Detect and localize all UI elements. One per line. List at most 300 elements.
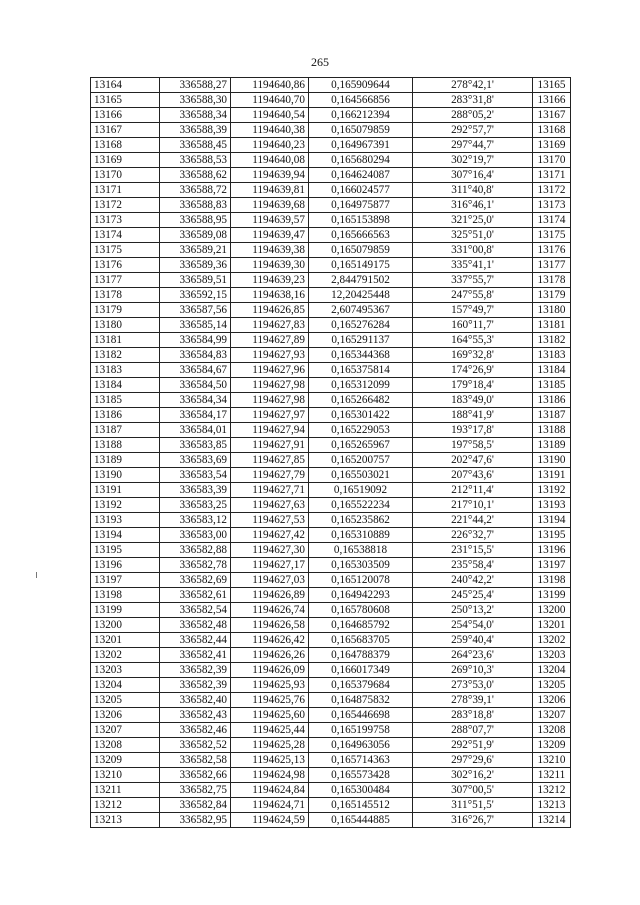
- point-from-cell: 13181: [91, 333, 160, 348]
- point-from-cell: 13204: [91, 678, 160, 693]
- y-coordinate-cell: 1194627,83: [231, 318, 309, 333]
- point-from-cell: 13173: [91, 213, 160, 228]
- point-from-cell: 13213: [91, 813, 160, 828]
- point-to-cell: 13202: [533, 633, 571, 648]
- y-coordinate-cell: 1194639,57: [231, 213, 309, 228]
- distance-cell: 0,164685792: [309, 618, 413, 633]
- point-to-cell: 13177: [533, 258, 571, 273]
- table-body: [91, 78, 571, 828]
- point-from-cell: 13206: [91, 708, 160, 723]
- bearing-cell: 307°00,5': [413, 783, 533, 798]
- x-coordinate-cell: 336582,43: [160, 708, 231, 723]
- y-coordinate-cell: 1194626,74: [231, 603, 309, 618]
- point-from-cell: 13165: [91, 93, 160, 108]
- point-from-cell: 13192: [91, 498, 160, 513]
- point-from-cell: 13202: [91, 648, 160, 663]
- table-row: [91, 78, 571, 93]
- point-from-cell: 13194: [91, 528, 160, 543]
- point-to-cell: 13207: [533, 708, 571, 723]
- point-from-cell: 13180: [91, 318, 160, 333]
- table-row: [91, 228, 571, 243]
- bearing-cell: 283°18,8': [413, 708, 533, 723]
- x-coordinate-cell: 336584,34: [160, 393, 231, 408]
- distance-cell: 0,165301422: [309, 408, 413, 423]
- x-coordinate-cell: 336583,54: [160, 468, 231, 483]
- bearing-cell: 183°49,0': [413, 393, 533, 408]
- bearing-cell: 292°51,9': [413, 738, 533, 753]
- point-from-cell: 13211: [91, 783, 160, 798]
- point-to-cell: 13186: [533, 393, 571, 408]
- x-coordinate-cell: 336583,12: [160, 513, 231, 528]
- point-from-cell: 13208: [91, 738, 160, 753]
- table-row: [91, 753, 571, 768]
- distance-cell: 0,165714363: [309, 753, 413, 768]
- x-coordinate-cell: 336582,58: [160, 753, 231, 768]
- point-to-cell: 13168: [533, 123, 571, 138]
- y-coordinate-cell: 1194627,63: [231, 498, 309, 513]
- x-coordinate-cell: 336589,21: [160, 243, 231, 258]
- distance-cell: 0,165312099: [309, 378, 413, 393]
- y-coordinate-cell: 1194639,38: [231, 243, 309, 258]
- point-from-cell: 13166: [91, 108, 160, 123]
- y-coordinate-cell: 1194640,38: [231, 123, 309, 138]
- table-row: [91, 678, 571, 693]
- y-coordinate-cell: 1194624,59: [231, 813, 309, 828]
- table-row: [91, 723, 571, 738]
- point-to-cell: 13169: [533, 138, 571, 153]
- point-to-cell: 13175: [533, 228, 571, 243]
- y-coordinate-cell: 1194627,71: [231, 483, 309, 498]
- y-coordinate-cell: 1194627,98: [231, 393, 309, 408]
- point-from-cell: 13203: [91, 663, 160, 678]
- point-to-cell: 13172: [533, 183, 571, 198]
- point-from-cell: 13178: [91, 288, 160, 303]
- y-coordinate-cell: 1194627,42: [231, 528, 309, 543]
- y-coordinate-cell: 1194640,54: [231, 108, 309, 123]
- x-coordinate-cell: 336582,88: [160, 543, 231, 558]
- x-coordinate-cell: 336583,39: [160, 483, 231, 498]
- x-coordinate-cell: 336589,08: [160, 228, 231, 243]
- point-to-cell: 13204: [533, 663, 571, 678]
- x-coordinate-cell: 336582,41: [160, 648, 231, 663]
- point-from-cell: 13185: [91, 393, 160, 408]
- distance-cell: 0,164967391: [309, 138, 413, 153]
- x-coordinate-cell: 336583,85: [160, 438, 231, 453]
- bearing-cell: 250°13,2': [413, 603, 533, 618]
- table-row: [91, 243, 571, 258]
- distance-cell: 0,165266482: [309, 393, 413, 408]
- bearing-cell: 254°54,0': [413, 618, 533, 633]
- distance-cell: 0,165145512: [309, 798, 413, 813]
- point-to-cell: 13192: [533, 483, 571, 498]
- y-coordinate-cell: 1194639,94: [231, 168, 309, 183]
- bearing-cell: 174°26,9': [413, 363, 533, 378]
- bearing-cell: 231°15,5': [413, 543, 533, 558]
- x-coordinate-cell: 336588,30: [160, 93, 231, 108]
- bearing-cell: 179°18,4': [413, 378, 533, 393]
- x-coordinate-cell: 336582,84: [160, 798, 231, 813]
- y-coordinate-cell: 1194627,79: [231, 468, 309, 483]
- point-from-cell: 13167: [91, 123, 160, 138]
- point-to-cell: 13205: [533, 678, 571, 693]
- y-coordinate-cell: 1194639,47: [231, 228, 309, 243]
- point-to-cell: 13211: [533, 768, 571, 783]
- table-row: [91, 498, 571, 513]
- table-row: [91, 108, 571, 123]
- x-coordinate-cell: 336582,40: [160, 693, 231, 708]
- point-to-cell: 13191: [533, 468, 571, 483]
- point-to-cell: 13188: [533, 423, 571, 438]
- point-from-cell: 13198: [91, 588, 160, 603]
- x-coordinate-cell: 336582,46: [160, 723, 231, 738]
- bearing-cell: 247°55,8': [413, 288, 533, 303]
- x-coordinate-cell: 336587,56: [160, 303, 231, 318]
- table-row: [91, 123, 571, 138]
- bearing-cell: 316°46,1': [413, 198, 533, 213]
- distance-cell: 0,164624087: [309, 168, 413, 183]
- x-coordinate-cell: 336588,39: [160, 123, 231, 138]
- y-coordinate-cell: 1194627,30: [231, 543, 309, 558]
- point-from-cell: 13176: [91, 258, 160, 273]
- point-from-cell: 13169: [91, 153, 160, 168]
- point-to-cell: 13174: [533, 213, 571, 228]
- point-from-cell: 13174: [91, 228, 160, 243]
- point-from-cell: 13195: [91, 543, 160, 558]
- point-from-cell: 13193: [91, 513, 160, 528]
- table-row: [91, 693, 571, 708]
- point-to-cell: 13185: [533, 378, 571, 393]
- point-to-cell: 13197: [533, 558, 571, 573]
- table-row: [91, 438, 571, 453]
- distance-cell: 0,165079859: [309, 243, 413, 258]
- point-from-cell: 13177: [91, 273, 160, 288]
- bearing-cell: 269°10,3': [413, 663, 533, 678]
- table-row: [91, 273, 571, 288]
- table-row: [91, 363, 571, 378]
- y-coordinate-cell: 1194627,03: [231, 573, 309, 588]
- x-coordinate-cell: 336588,27: [160, 78, 231, 93]
- y-coordinate-cell: 1194640,23: [231, 138, 309, 153]
- y-coordinate-cell: 1194640,86: [231, 78, 309, 93]
- distance-cell: 2,607495367: [309, 303, 413, 318]
- y-coordinate-cell: 1194625,60: [231, 708, 309, 723]
- point-from-cell: 13179: [91, 303, 160, 318]
- table-row: [91, 408, 571, 423]
- distance-cell: 0,166017349: [309, 663, 413, 678]
- point-to-cell: 13208: [533, 723, 571, 738]
- x-coordinate-cell: 336582,48: [160, 618, 231, 633]
- point-from-cell: 13209: [91, 753, 160, 768]
- table-row: [91, 93, 571, 108]
- distance-cell: 0,164566856: [309, 93, 413, 108]
- distance-cell: 0,164975877: [309, 198, 413, 213]
- table-row: [91, 258, 571, 273]
- distance-cell: 0,165303509: [309, 558, 413, 573]
- table-row: [91, 783, 571, 798]
- x-coordinate-cell: 336582,39: [160, 663, 231, 678]
- table-row: [91, 453, 571, 468]
- point-from-cell: 13184: [91, 378, 160, 393]
- distance-cell: 0,165375814: [309, 363, 413, 378]
- table-row: [91, 543, 571, 558]
- x-coordinate-cell: 336583,69: [160, 453, 231, 468]
- distance-cell: 0,165666563: [309, 228, 413, 243]
- bearing-cell: 193°17,8': [413, 423, 533, 438]
- point-from-cell: 13210: [91, 768, 160, 783]
- y-coordinate-cell: 1194626,85: [231, 303, 309, 318]
- table-row: [91, 138, 571, 153]
- distance-cell: 0,165310889: [309, 528, 413, 543]
- table-row: [91, 333, 571, 348]
- distance-cell: 0,165444885: [309, 813, 413, 828]
- y-coordinate-cell: 1194625,28: [231, 738, 309, 753]
- y-coordinate-cell: 1194625,76: [231, 693, 309, 708]
- y-coordinate-cell: 1194626,26: [231, 648, 309, 663]
- distance-cell: 0,164942293: [309, 588, 413, 603]
- x-coordinate-cell: 336588,72: [160, 183, 231, 198]
- point-to-cell: 13184: [533, 363, 571, 378]
- distance-cell: 0,165291137: [309, 333, 413, 348]
- point-to-cell: 13214: [533, 813, 571, 828]
- x-coordinate-cell: 336588,53: [160, 153, 231, 168]
- bearing-cell: 240°42,2': [413, 573, 533, 588]
- x-coordinate-cell: 336584,67: [160, 363, 231, 378]
- point-to-cell: 13194: [533, 513, 571, 528]
- x-coordinate-cell: 336584,99: [160, 333, 231, 348]
- distance-cell: 0,165300484: [309, 783, 413, 798]
- point-to-cell: 13173: [533, 198, 571, 213]
- point-from-cell: 13212: [91, 798, 160, 813]
- bearing-cell: 197°58,5': [413, 438, 533, 453]
- bearing-cell: 337°55,7': [413, 273, 533, 288]
- y-coordinate-cell: 1194627,53: [231, 513, 309, 528]
- x-coordinate-cell: 336584,50: [160, 378, 231, 393]
- y-coordinate-cell: 1194627,98: [231, 378, 309, 393]
- y-coordinate-cell: 1194627,85: [231, 453, 309, 468]
- distance-cell: 0,165344368: [309, 348, 413, 363]
- y-coordinate-cell: 1194626,09: [231, 663, 309, 678]
- y-coordinate-cell: 1194626,58: [231, 618, 309, 633]
- table-row: [91, 168, 571, 183]
- table-row: [91, 393, 571, 408]
- bearing-cell: 302°19,7': [413, 153, 533, 168]
- distance-cell: 0,166212394: [309, 108, 413, 123]
- y-coordinate-cell: 1194624,84: [231, 783, 309, 798]
- table-row: [91, 558, 571, 573]
- point-to-cell: 13166: [533, 93, 571, 108]
- y-coordinate-cell: 1194627,91: [231, 438, 309, 453]
- bearing-cell: 288°05,2': [413, 108, 533, 123]
- y-coordinate-cell: 1194624,98: [231, 768, 309, 783]
- page-number: 265: [311, 55, 329, 69]
- point-from-cell: 13175: [91, 243, 160, 258]
- y-coordinate-cell: 1194639,68: [231, 198, 309, 213]
- distance-cell: 0,16538818: [309, 543, 413, 558]
- point-to-cell: 13181: [533, 318, 571, 333]
- bearing-cell: 316°26,7': [413, 813, 533, 828]
- bearing-cell: 264°23,6': [413, 648, 533, 663]
- x-coordinate-cell: 336592,15: [160, 288, 231, 303]
- point-from-cell: 13186: [91, 408, 160, 423]
- table-row: [91, 648, 571, 663]
- bearing-cell: 335°41,1': [413, 258, 533, 273]
- bearing-cell: 235°58,4': [413, 558, 533, 573]
- point-to-cell: 13182: [533, 333, 571, 348]
- y-coordinate-cell: 1194627,93: [231, 348, 309, 363]
- table-row: [91, 663, 571, 678]
- point-from-cell: 13187: [91, 423, 160, 438]
- distance-cell: 0,165276284: [309, 318, 413, 333]
- table-row: [91, 513, 571, 528]
- distance-cell: 0,164963056: [309, 738, 413, 753]
- y-coordinate-cell: 1194627,96: [231, 363, 309, 378]
- table-row: [91, 378, 571, 393]
- x-coordinate-cell: 336582,66: [160, 768, 231, 783]
- x-coordinate-cell: 336582,44: [160, 633, 231, 648]
- y-coordinate-cell: 1194625,13: [231, 753, 309, 768]
- distance-cell: 0,165265967: [309, 438, 413, 453]
- y-coordinate-cell: 1194627,89: [231, 333, 309, 348]
- point-to-cell: 13187: [533, 408, 571, 423]
- bearing-cell: 273°53,0': [413, 678, 533, 693]
- point-to-cell: 13176: [533, 243, 571, 258]
- point-to-cell: 13200: [533, 603, 571, 618]
- x-coordinate-cell: 336582,75: [160, 783, 231, 798]
- x-coordinate-cell: 336588,62: [160, 168, 231, 183]
- distance-cell: 0,165446698: [309, 708, 413, 723]
- point-to-cell: 13210: [533, 753, 571, 768]
- bearing-cell: 212°11,4': [413, 483, 533, 498]
- x-coordinate-cell: 336582,78: [160, 558, 231, 573]
- bearing-cell: 169°32,8': [413, 348, 533, 363]
- distance-cell: 0,165683705: [309, 633, 413, 648]
- point-to-cell: 13171: [533, 168, 571, 183]
- bearing-cell: 331°00,8': [413, 243, 533, 258]
- x-coordinate-cell: 336583,00: [160, 528, 231, 543]
- bearing-cell: 307°16,4': [413, 168, 533, 183]
- coordinates-table: [90, 77, 571, 828]
- point-to-cell: 13193: [533, 498, 571, 513]
- point-from-cell: 13197: [91, 573, 160, 588]
- point-to-cell: 13189: [533, 438, 571, 453]
- bearing-cell: 278°39,1': [413, 693, 533, 708]
- point-from-cell: 13199: [91, 603, 160, 618]
- x-coordinate-cell: 336589,51: [160, 273, 231, 288]
- distance-cell: 0,165153898: [309, 213, 413, 228]
- bearing-cell: 259°40,4': [413, 633, 533, 648]
- point-to-cell: 13203: [533, 648, 571, 663]
- bearing-cell: 188°41,9': [413, 408, 533, 423]
- point-from-cell: 13189: [91, 453, 160, 468]
- point-to-cell: 13180: [533, 303, 571, 318]
- distance-cell: 0,165680294: [309, 153, 413, 168]
- bearing-cell: 217°10,1': [413, 498, 533, 513]
- distance-cell: 0,165120078: [309, 573, 413, 588]
- point-from-cell: 13207: [91, 723, 160, 738]
- point-to-cell: 13201: [533, 618, 571, 633]
- x-coordinate-cell: 336583,25: [160, 498, 231, 513]
- point-from-cell: 13183: [91, 363, 160, 378]
- distance-cell: 0,166024577: [309, 183, 413, 198]
- point-to-cell: 13170: [533, 153, 571, 168]
- y-coordinate-cell: 1194627,94: [231, 423, 309, 438]
- table-row: [91, 573, 571, 588]
- table-row: [91, 318, 571, 333]
- distance-cell: 0,165235862: [309, 513, 413, 528]
- point-from-cell: 13172: [91, 198, 160, 213]
- table-row: [91, 588, 571, 603]
- table-row: [91, 618, 571, 633]
- distance-cell: 0,165200757: [309, 453, 413, 468]
- bearing-cell: 297°44,7': [413, 138, 533, 153]
- point-to-cell: 13195: [533, 528, 571, 543]
- bearing-cell: 288°07,7': [413, 723, 533, 738]
- distance-cell: 0,164788379: [309, 648, 413, 663]
- distance-cell: 0,165503021: [309, 468, 413, 483]
- table-row: [91, 423, 571, 438]
- y-coordinate-cell: 1194639,81: [231, 183, 309, 198]
- point-from-cell: 13164: [91, 78, 160, 93]
- point-from-cell: 13191: [91, 483, 160, 498]
- point-from-cell: 13170: [91, 168, 160, 183]
- point-from-cell: 13205: [91, 693, 160, 708]
- point-to-cell: 13212: [533, 783, 571, 798]
- point-to-cell: 13165: [533, 78, 571, 93]
- table-row: [91, 738, 571, 753]
- point-to-cell: 13198: [533, 573, 571, 588]
- table-row: [91, 198, 571, 213]
- y-coordinate-cell: 1194625,93: [231, 678, 309, 693]
- bearing-cell: 278°42,1': [413, 78, 533, 93]
- x-coordinate-cell: 336584,17: [160, 408, 231, 423]
- bearing-cell: 302°16,2': [413, 768, 533, 783]
- y-coordinate-cell: 1194625,44: [231, 723, 309, 738]
- bearing-cell: 325°51,0': [413, 228, 533, 243]
- x-coordinate-cell: 336584,83: [160, 348, 231, 363]
- table-row: [91, 633, 571, 648]
- x-coordinate-cell: 336582,39: [160, 678, 231, 693]
- bearing-cell: 283°31,8': [413, 93, 533, 108]
- bearing-cell: 321°25,0': [413, 213, 533, 228]
- x-coordinate-cell: 336582,52: [160, 738, 231, 753]
- point-to-cell: 13206: [533, 693, 571, 708]
- point-to-cell: 13183: [533, 348, 571, 363]
- x-coordinate-cell: 336588,45: [160, 138, 231, 153]
- bearing-cell: 311°51,5': [413, 798, 533, 813]
- bearing-cell: 160°11,7': [413, 318, 533, 333]
- x-coordinate-cell: 336585,14: [160, 318, 231, 333]
- point-to-cell: 13199: [533, 588, 571, 603]
- table-row: [91, 708, 571, 723]
- y-coordinate-cell: 1194627,97: [231, 408, 309, 423]
- point-to-cell: 13190: [533, 453, 571, 468]
- x-coordinate-cell: 336588,83: [160, 198, 231, 213]
- point-from-cell: 13171: [91, 183, 160, 198]
- distance-cell: 0,165780608: [309, 603, 413, 618]
- y-coordinate-cell: 1194639,23: [231, 273, 309, 288]
- distance-cell: 0,165199758: [309, 723, 413, 738]
- distance-cell: 0,165379684: [309, 678, 413, 693]
- distance-cell: 0,165909644: [309, 78, 413, 93]
- x-coordinate-cell: 336588,34: [160, 108, 231, 123]
- bearing-cell: 292°57,7': [413, 123, 533, 138]
- point-from-cell: 13168: [91, 138, 160, 153]
- table-row: [91, 603, 571, 618]
- distance-cell: 2,844791502: [309, 273, 413, 288]
- point-from-cell: 13188: [91, 438, 160, 453]
- y-coordinate-cell: 1194626,42: [231, 633, 309, 648]
- distance-cell: 0,165149175: [309, 258, 413, 273]
